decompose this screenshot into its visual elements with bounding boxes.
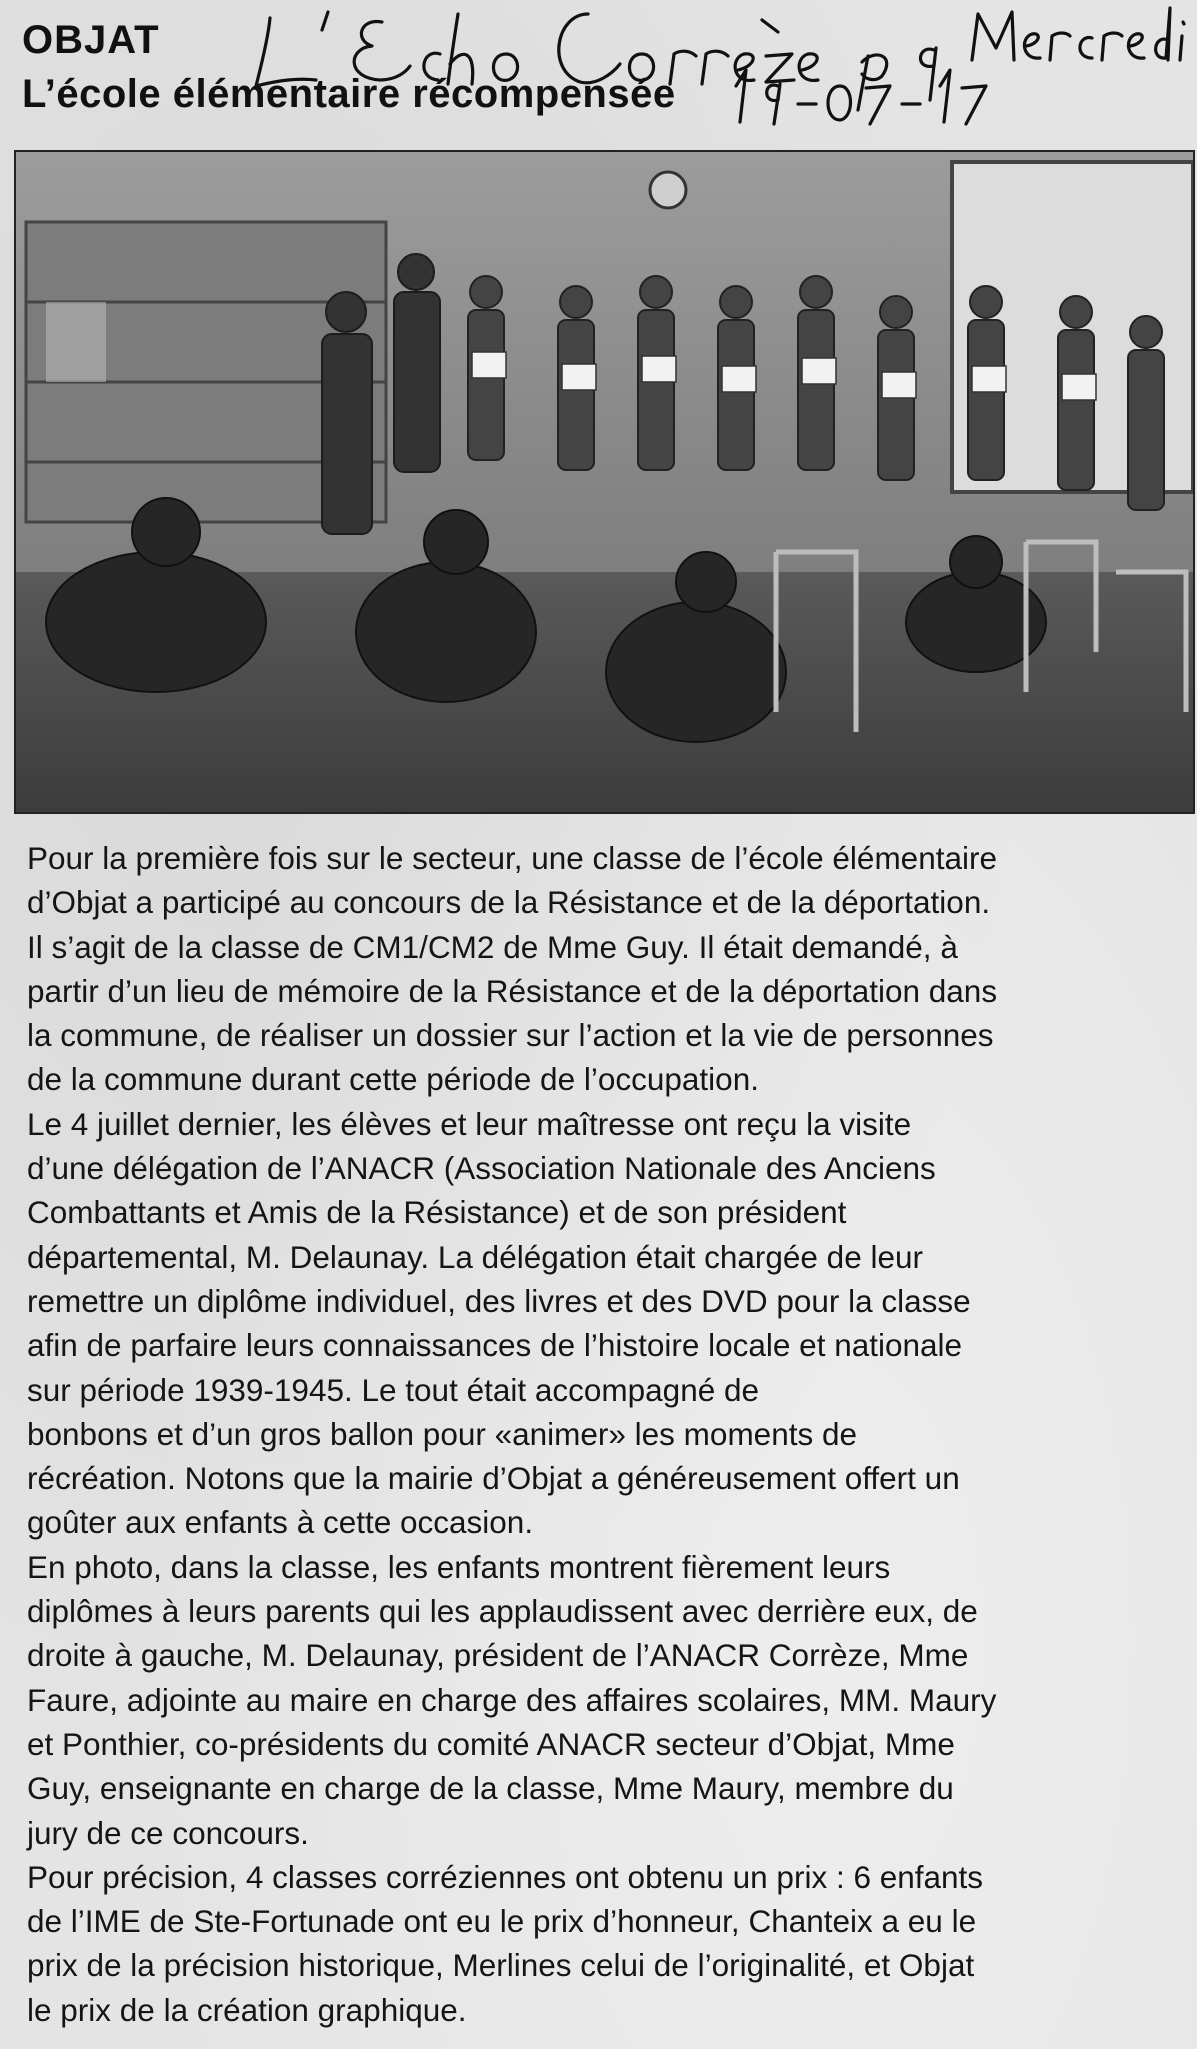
- article-line: goûter aux enfants à cette occasion.: [27, 1504, 534, 1541]
- classroom-photo: [14, 150, 1195, 814]
- article-line: Guy, enseignante en charge de la classe, Mme Maury, membre du: [27, 1770, 954, 1807]
- article-line: la commune, de réaliser un dossier sur l’action et la vie de personnes: [27, 1017, 994, 1054]
- article-line: Pour précision, 4 classes corréziennes ont obtenu un prix : 6 enfants: [27, 1858, 984, 1895]
- article-line: départemental, M. Delaunay. La délégation était chargée de leur: [27, 1238, 923, 1275]
- article-line: le prix de la création graphique.: [27, 1991, 467, 2028]
- article-line: Pour la première fois sur le secteur, une classe de l’école élémentaire: [27, 840, 997, 876]
- article-line: jury de ce concours.: [27, 1814, 309, 1851]
- article-line: de l’IME de Ste-Fortunade ont eu le prix d’honneur, Chanteix a eu le: [27, 1903, 977, 1940]
- article-line: sur période 1939-1945. Le tout était accompagné de: [27, 1371, 760, 1408]
- article-line: Faure, adjointe au maire en charge des affaires scolaires, MM. Maury: [27, 1681, 997, 1718]
- article-line: En photo, dans la classe, les enfants montrent fièrement leurs: [27, 1548, 891, 1585]
- article-line: partir d’un lieu de mémoire de la Résistance et de la déportation dans: [27, 972, 998, 1009]
- article-line: diplômes à leurs parents qui les applaudissent avec derrière eux, de: [27, 1593, 978, 1630]
- article-line: remettre un diplôme individuel, des livres et des DVD pour la classe: [27, 1282, 971, 1319]
- article-line: Combattants et Amis de la Résistance) et de son président: [27, 1194, 847, 1231]
- article-line: afin de parfaire leurs connaissances de l’histoire locale et nationale: [27, 1327, 963, 1364]
- article-line: d’une délégation de l’ANACR (Association Nationale des Anciens: [27, 1150, 936, 1187]
- article-line: de la commune durant cette période de l’occupation.: [27, 1061, 759, 1098]
- article-line: récréation. Notons que la mairie d’Objat a généreusement offert un: [27, 1460, 960, 1497]
- article-body: [27, 836, 1187, 2032]
- article-line: et Ponthier, co-présidents du comité ANACR secteur d’Objat, Mme: [27, 1725, 955, 1762]
- classroom-photo-icon: [16, 152, 1193, 812]
- headline: L’école élémentaire récompensée: [22, 72, 676, 116]
- locality-label: OBJAT: [22, 18, 160, 62]
- article-line: droite à gauche, M. Delaunay, président de l’ANACR Corrèze, Mme: [27, 1637, 969, 1674]
- article-line: prix de la précision historique, Merlines celui de l’originalité, et Objat: [27, 1947, 975, 1984]
- article-line: d’Objat a participé au concours de la Résistance et de la déportation.: [27, 884, 991, 921]
- handwritten-source-annotation: [250, 0, 1197, 130]
- article-line: Le 4 juillet dernier, les élèves et leur maîtresse ont reçu la visite: [27, 1105, 912, 1142]
- article-line: bonbons et d’un gros ballon pour «animer» les moments de: [27, 1415, 858, 1452]
- article-line: Il s’agit de la classe de CM1/CM2 de Mme Guy. Il était demandé, à: [27, 928, 958, 965]
